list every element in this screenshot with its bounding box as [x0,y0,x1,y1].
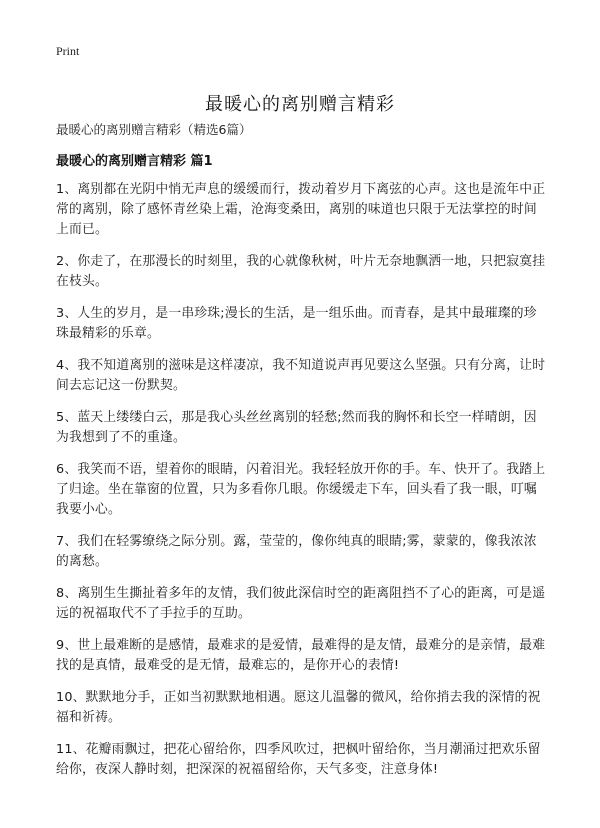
section-heading: 最暖心的离别赠言精彩 篇1 [56,154,213,169]
page-title: 最暖心的离别赠言精彩 [205,94,395,116]
paragraph: 2、你走了，在那漫长的时刻里，我的心就像秋树，叶片无奈地飘洒一地，只把寂寞挂在枝头。 [56,254,546,289]
paragraph-list [56,180,548,792]
paragraph: 4、我不知道离别的滋味是这样凄凉，我不知道说声再见要这么坚强。只有分离，让时间去忘记这一份默契。 [56,358,546,393]
paragraph: 11、花瓣雨飘过，把花心留给你，四季风吹过，把枫叶留给你，当月潮涌过把欢乐留给你，夜深人静时刻，把深深的祝福留给你，天气多变，注意身体! [56,742,541,777]
paragraph: 5、蓝天上缕缕白云，那是我心头丝丝离别的轻愁;然而我的胸怀和长空一样晴朗，因为我想到了不的重逢。 [56,410,537,445]
paragraph: 6、我笑而不语，望着你的眼睛，闪着泪光。我轻轻放开你的手。车、快开了。我踏上了归途。坐在靠窗的位置，只为多看你几眼。你缓缓走下车，回头看了我一眼，叮嘱我要小心。 [56,462,546,517]
document-subtitle: 最暖心的离别赠言精彩（精选6篇） [56,122,252,137]
paragraph: 7、我们在轻雾缭绕之际分别。露，莹莹的，像你纯真的眼睛;雾，蒙蒙的，像我浓浓的离愁。 [56,534,537,569]
paragraph: 10、默默地分手，正如当初默默地相遇。愿这儿温馨的微风，给你捎去我的深情的祝福和祈祷。 [56,690,541,725]
print-link[interactable]: Print [56,44,80,58]
paragraph: 1、离别都在光阴中悄无声息的缓缓而行，拨动着岁月下离弦的心声。这也是流年中正常的离别，除了感怀青丝染上霜，沧海变桑田，离别的味道也只限于无法掌控的时间上而已。 [56,182,546,237]
paragraph: 3、人生的岁月，是一串珍珠;漫长的生活，是一组乐曲。而青春，是其中最璀璨的珍珠最精彩的乐章。 [56,306,537,341]
paragraph: 8、离别生生撕扯着多年的友情，我们彼此深信时空的距离阻挡不了心的距离，可是遥远的祝福取代不了手拉手的互助。 [56,586,546,621]
paragraph: 9、世上最难断的是感情，最难求的是爱情，最难得的是友情，最难分的是亲情，最难找的是真情，最难受的是无情，最难忘的，是你开心的表情! [56,638,546,673]
